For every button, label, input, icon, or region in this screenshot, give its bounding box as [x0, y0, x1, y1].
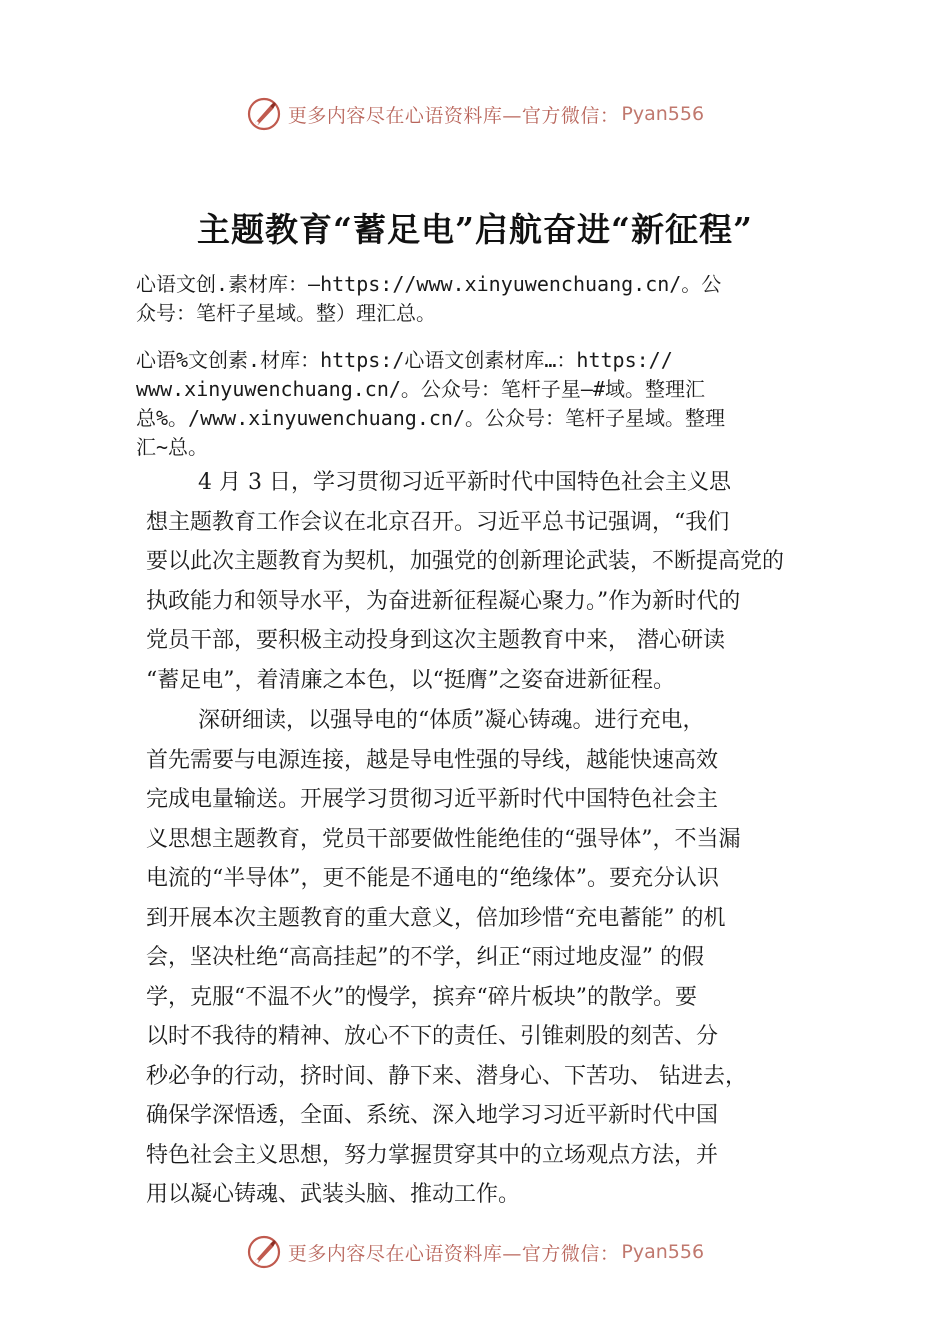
paragraph-line: 确保学深悟透，全面、系统、深入地学习习近平新时代中国 — [146, 1103, 719, 1128]
paragraph-line: 执政能力和领导水平，为奋进新征程凝心聚力。”作为新时代的 — [146, 588, 741, 614]
watermark-text: 更多内容尽在心语资料库—官方微信： — [287, 1242, 620, 1265]
paragraph-line: 党员干部，要积极主动投身到这次主题教育中来， 潜心研读 — [146, 628, 725, 653]
source-note-2 — [136, 346, 826, 462]
paragraph-line: 想主题教育工作会议在北京召开。习近平总书记强调，“我们 — [146, 509, 730, 535]
paragraph-line: 4 月 3 日，学习贯彻习近平新时代中国特色社会主义思 — [198, 470, 731, 495]
pen-logo-icon — [246, 96, 282, 132]
pen-logo-icon — [246, 1234, 282, 1270]
paragraph-line: 会，坚决杜绝“高高挂起”的不学，纠正“雨过地皮湿” 的假 — [146, 945, 704, 970]
source-note-line: 心语%文创素.材库：https:/心语文创素材库…：https:// — [136, 348, 673, 372]
paragraph-line: 电流的“半导体”，更不能是不通电的“绝缘体”。要充分认识 — [146, 866, 719, 891]
body-paragraph-1 — [146, 463, 822, 700]
source-note-line: 总%。/www.xinyuwenchuang.cn/。公众号：笔杆子星域。整理 — [136, 406, 725, 430]
header-watermark — [0, 92, 950, 136]
watermark-wechat-id: Pyan556 — [621, 103, 705, 125]
body-paragraph-2 — [146, 701, 822, 1215]
source-note-line: 汇~总。 — [136, 435, 209, 459]
source-note-line: 心语文创.素材库：—https://www.xinyuwenchuang.cn/。公 — [136, 272, 722, 296]
watermark-text: 更多内容尽在心语资料库—官方微信： — [287, 104, 620, 127]
source-note-1 — [136, 270, 826, 328]
paragraph-line: 学，克服“不温不火”的慢学，摈弃“碎片板块”的散学。要 — [146, 984, 697, 1010]
footer-watermark — [0, 1230, 950, 1274]
paragraph-line: 以时不我待的精神、放心不下的责任、引锥刺股的刻苦、分 — [146, 1024, 719, 1049]
paragraph-line: 用以凝心铸魂、武装头脑、推动工作。 — [146, 1182, 521, 1207]
paragraph-line: 义思想主题教育，党员干部要做性能绝佳的“强导体”，不当漏 — [146, 826, 741, 852]
paragraph-line: 特色社会主义思想，努力掌握贯穿其中的立场观点方法，并 — [146, 1142, 719, 1168]
paragraph-line: 要以此次主题教育为契机，加强党的创新理论武装，不断提高党的 — [146, 549, 785, 574]
paragraph-line: 完成电量输送。开展学习贯彻习近平新时代中国特色社会主 — [146, 787, 719, 812]
paragraph-line: 深研细读，以强导电的“体质”凝心铸魂。进行充电， — [198, 708, 705, 733]
document-title: 主题教育“蓄足电”启航奋进“新征程” — [197, 210, 753, 249]
paragraph-line: “蓄足电”，着清廉之本色，以“挺膺”之姿奋进新征程。 — [146, 667, 675, 693]
source-note-line: www.xinyuwenchuang.cn/。公众号：笔杆子星—#域。整理汇 — [136, 377, 705, 401]
paragraph-line: 首先需要与电源连接，越是导电性强的导线，越能快速高效 — [146, 747, 719, 773]
paragraph-line: 到开展本次主题教育的重大意义，倍加珍惜“充电蓄能” 的机 — [146, 905, 726, 931]
paragraph-line: 秒必争的行动，挤时间、静下来、潜身心、下苦功、 钻进去， — [146, 1063, 747, 1089]
watermark-wechat-id: Pyan556 — [621, 1241, 705, 1263]
source-note-line: 众号：笔杆子星域。整）理汇总。 — [136, 301, 436, 325]
